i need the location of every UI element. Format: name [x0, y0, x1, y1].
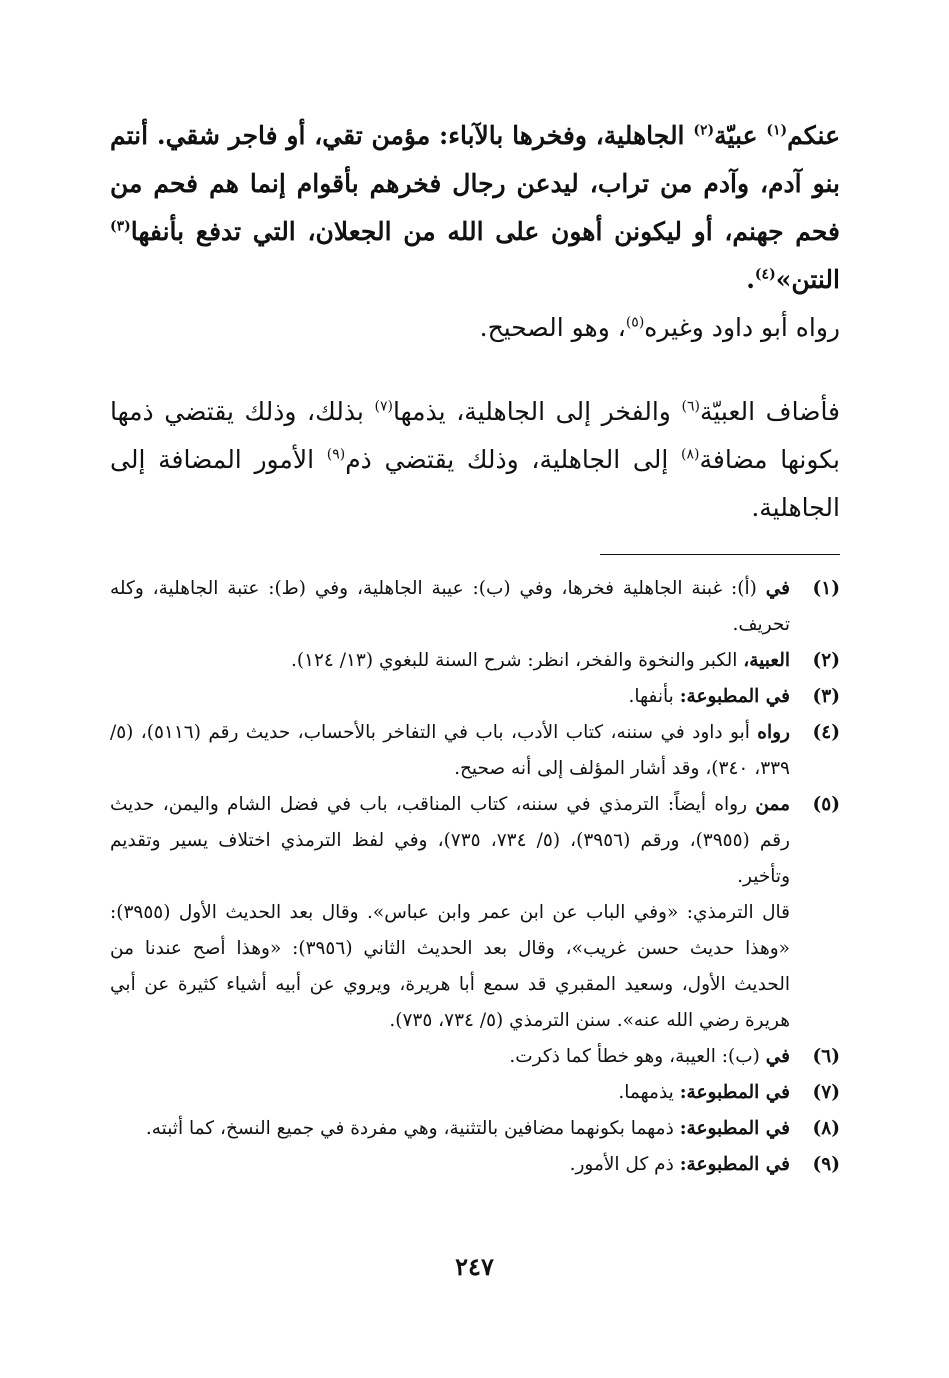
- footnote-text: [110, 787, 790, 895]
- footnote-body: رواه أيضاً: الترمذي في سننه، كتاب المناقب، باب في فضل الشام واليمن، حديث رقم (٣٩٥٥)، ورقم (٣٩٥٦)، (٥/ ٧٣٤، ٧٣٥)، وفي لفظ الترمذي اختلاف يسير وتقديم وتأخير.: [110, 794, 790, 887]
- text-run: بذلك، وذلك يقتضي ذمها بكونها مضافة: [110, 397, 841, 474]
- footnote-number: (٨): [812, 1118, 840, 1139]
- footnote-text: [110, 643, 790, 679]
- text-run: الأمور المضافة إلى الجاهلية.: [110, 445, 840, 522]
- footnote-text: [110, 679, 790, 715]
- footnote-text: [110, 1039, 790, 1075]
- text-run: والفخر إلى الجاهلية، يذمها: [393, 397, 671, 426]
- footnote-1: [110, 571, 840, 643]
- footnote-body: ذمهما بكونهما مضافين بالتثنية، وهي مفردة في جميع النسخ، كما أثبته.: [145, 1118, 674, 1139]
- footnote-body: (ب): العيبة، وهو خطأ كما ذكرت.: [509, 1046, 760, 1067]
- footnote-number: (٤): [812, 722, 840, 743]
- footnote-divider: [600, 554, 840, 555]
- footnote-mark-7: (٧): [374, 398, 393, 415]
- text-run: فأضاف العبيّة: [699, 397, 841, 426]
- footnote-9: [110, 1147, 840, 1183]
- footnote-lead: في: [765, 1046, 790, 1067]
- footnote-body: الكبر والنخوة والفخر، انظر: شرح السنة للبغوي (١٣/ ١٢٤).: [290, 650, 738, 671]
- footnote-number: (٩): [812, 1154, 840, 1175]
- text-run: إلى الجاهلية، وذلك يقتضي ذم: [345, 445, 669, 474]
- page-number: ٢٤٧: [455, 1252, 494, 1281]
- footnote-text: [110, 1111, 790, 1147]
- footnote-lead: في المطبوعة:: [679, 1118, 790, 1139]
- page-content: [110, 112, 840, 1183]
- footnote-mark-8: (٨): [681, 446, 700, 463]
- footnote-4: [110, 715, 840, 787]
- footnote-body: (أ): غبنة الجاهلية فخرها، وفي (ب): عيبة الجاهلية، وفي (ط): عتبة الجاهلية، وكله تحريف.: [110, 578, 790, 635]
- footnote-text: [110, 571, 790, 643]
- footnote-lead: العبية،: [743, 650, 790, 671]
- text-run: ، وهو الصحيح.: [479, 313, 626, 342]
- footnote-mark-1: (١): [766, 122, 788, 139]
- footnote-3: [110, 679, 840, 715]
- footnote-mark-5: (٥): [625, 314, 645, 331]
- footnote-2: [110, 643, 840, 679]
- text-run: .: [746, 265, 755, 294]
- footnote-number: (٥): [812, 794, 840, 815]
- footnote-lead: في المطبوعة:: [679, 686, 790, 707]
- footnote-6: [110, 1039, 840, 1075]
- footnote-mark-9: (٩): [326, 446, 346, 463]
- footnote-lead: في المطبوعة:: [679, 1082, 790, 1103]
- footnote-text: [110, 1147, 790, 1183]
- paragraph-2: [110, 388, 840, 532]
- footnote-body: أبو داود في سننه، كتاب الأدب، باب في التفاخر بالأحساب، حديث رقم (٥١١٦)، (٥/ ٣٣٩، ٣٤٠)، وقد أشار المؤلف إلى أنه صحيح.: [110, 722, 790, 779]
- footnote-lead: في المطبوعة:: [679, 1154, 790, 1175]
- footnote-lead: رواه: [757, 722, 790, 743]
- footnote-7: [110, 1075, 840, 1111]
- footnote-mark-2: (٢): [693, 122, 715, 139]
- footnote-text: [110, 1075, 790, 1111]
- footnote-body: ذم كل الأمور.: [569, 1154, 674, 1175]
- text-run: الجاهلية، وفخرها بالآباء: مؤمن تقي، أو فاجر شقي. أنتم بنو آدم، وآدم من تراب، ليدعن رجال فخرهم بأقوام إنما هم فحم من فحم جهنم، أو ليكونن أهون على الله من الجعلان، التي تدفع بأنفها: [110, 121, 840, 246]
- footnote-text: [110, 715, 790, 787]
- text-run: عبيّة: [714, 121, 758, 150]
- footnote-number: (١): [812, 578, 840, 599]
- footnote-5: [110, 787, 840, 895]
- footnote-lead: في: [765, 578, 790, 599]
- footnote-mark-4: (٤): [754, 266, 776, 283]
- text-run: رواه أبو داود وغيره: [644, 313, 840, 342]
- footnote-number: (٦): [812, 1046, 840, 1067]
- footnote-number: (٧): [812, 1082, 840, 1103]
- text-run: النتن»: [775, 265, 840, 294]
- footnote-mark-6: (٦): [681, 398, 700, 415]
- footnote-body: يذمهما.: [618, 1082, 674, 1103]
- paragraph-1: [110, 112, 840, 352]
- footnote-body: بأنفها.: [628, 686, 674, 707]
- footnote-8: [110, 1111, 840, 1147]
- main-text: [110, 112, 840, 532]
- text-run: عنكم: [787, 121, 840, 150]
- footnote-mark-3: (٣): [110, 218, 131, 235]
- footnote-number: (٣): [812, 686, 840, 707]
- footnote-5-continuation: قال الترمذي: «وفي الباب عن ابن عمر وابن عباس». وقال بعد الحديث الأول (٣٩٥٥): «وهذا حديث حسن غريب»، وقال بعد الحديث الثاني (٣٩٥٦): «وهذا أصح عندنا من الحديث الأول، وسعيد المقبري قد سمع أبا هريرة، ويروي عن أبيه أشياء كثيرة عن أبي هريرة رضي الله عنه». سنن الترمذي (٥/ ٧٣٤، ٧٣٥).: [110, 902, 790, 1031]
- footnotes: [110, 571, 840, 1183]
- footnote-number: (٢): [812, 650, 840, 671]
- footnote-lead: ممن: [755, 794, 790, 815]
